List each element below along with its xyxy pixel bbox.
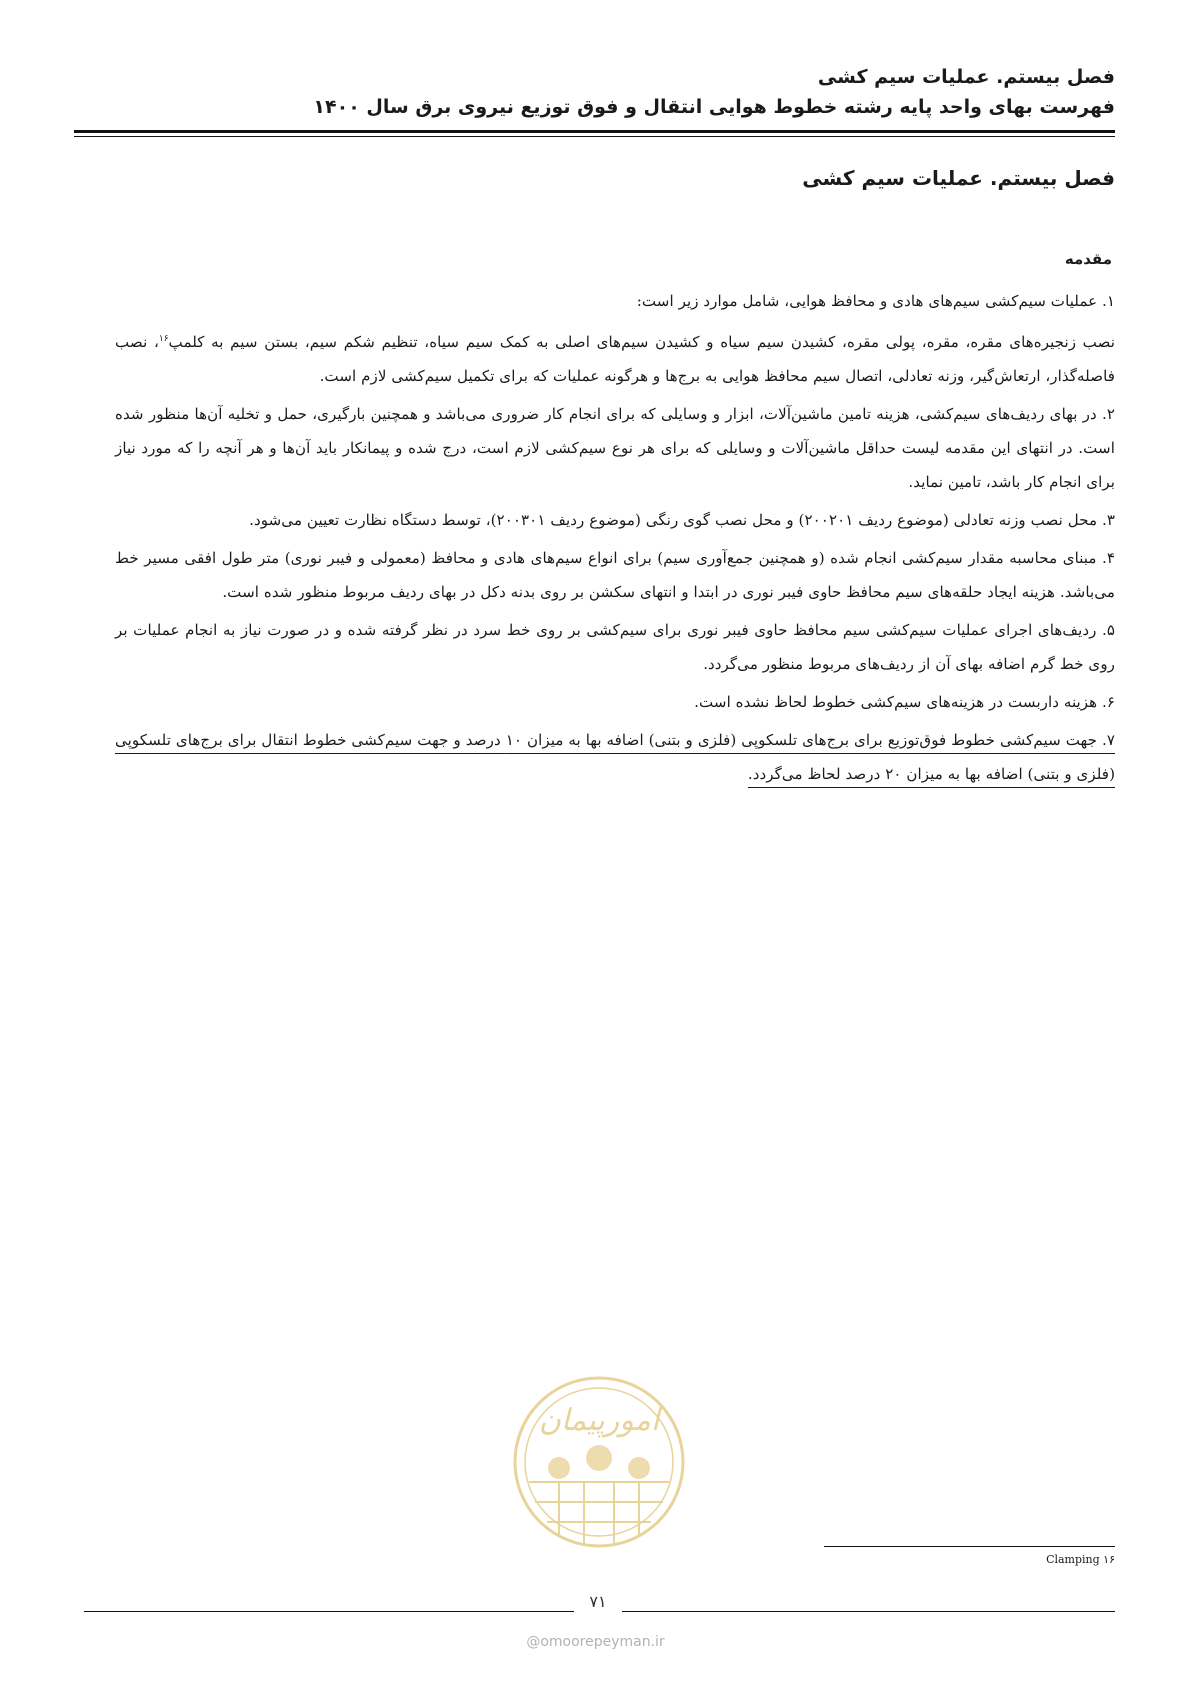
header-price-list-line: فهرست بهای واحد پایه رشته خطوط هوایی انتقال و فوق توزیع نیروی برق سال ۱۴۰۰ bbox=[313, 96, 1115, 118]
footnote-text: Clamping bbox=[1046, 1553, 1100, 1566]
paragraph-5: ۵. ردیف‌های اجرای عملیات سیم‌کشی سیم محافظ حاوی فیبر نوری برای سیم‌کشی بر روی خط سرد در نظر گرفته شده و در صورت نیاز به انجام عملیات بر روی خط گرم اضافه بهای آن از ردیف‌های مربوط منظور می‌گردد. bbox=[115, 621, 1115, 674]
footnote-reference[interactable]: ۱۶ bbox=[158, 334, 169, 344]
site-credit[interactable]: @omoorepeyman.ir bbox=[526, 1634, 665, 1650]
page-number: ۷۱ bbox=[589, 1592, 607, 1611]
footer-rule-right bbox=[622, 1611, 1115, 1612]
paragraph-1-details-rest: ، نصب فاصله‌گذار، ارتعاش‌گیر، وزنه تعادلی، اتصال سیم محافظ هوایی به برج‌ها و هرگونه عملیات که برای تکمیل سیم‌کشی لازم است. bbox=[115, 333, 1115, 386]
watermark-logo-icon bbox=[509, 1372, 689, 1552]
intro-heading: مقدمه bbox=[1064, 250, 1112, 268]
paragraph-1: ۱. عملیات سیم‌کشی سیم‌های هادی و محافظ هوایی، شامل موارد زیر است: bbox=[636, 292, 1115, 310]
paragraph-7 bbox=[115, 723, 1115, 791]
footnote bbox=[1046, 1553, 1115, 1566]
paragraph-3: ۳. محل نصب وزنه تعادلی (موضوع ردیف ۲۰۰۲۰۱) و محل نصب گوی رنگی (موضوع ردیف ۲۰۰۳۰۱)، توسط دستگاه نظارت تعیین می‌شود. bbox=[249, 511, 1115, 530]
header-chapter-line: فصل بیستم. عملیات سیم کشی bbox=[817, 66, 1115, 88]
paragraph-1-details-text: نصب زنجیره‌های مقره، مقره، پولی مقره، کشیدن سیم سیاه و کشیدن سیم‌های اصلی به کمک سیم سیاه، تنظیم شکم سیم، بستن سیم به کلمپ bbox=[168, 333, 1115, 352]
watermark-symbols bbox=[548, 1445, 650, 1479]
paragraph-6: ۶. هزینه داربست در هزینه‌های سیم‌کشی خطوط لحاظ نشده است. bbox=[694, 693, 1115, 712]
paragraph-2: ۲. در بهای ردیف‌های سیم‌کشی، هزینه تامین ماشین‌آلات، ابزار و وسایلی که برای انجام کار ضروری می‌باشد و همچنین بارگیری، حمل و تخلیه آن‌ها منظور شده است. در انتهای این مقدمه لیست حداقل ماشین‌آلات و وسایلی که برای هر نوع سیم‌کشی لازم است، درج شده و پیمانکار باید آن‌ها و هر آنچه را که مورد نیاز برای انجام کار باشد، تامین نماید. bbox=[115, 405, 1115, 492]
paragraph-7-text: ۷. جهت سیم‌کشی خطوط فوق‌توزیع برای برج‌های تلسکوپی (فلزی و بتنی) اضافه بها به میزان ۱۰ درصد و جهت سیم‌کشی خطوط انتقال برای برج‌های تلسکوپی (فلزی و بتنی) اضافه بها به میزان ۲۰ درصد لحاظ می‌گردد. bbox=[115, 731, 1115, 784]
footnote-rule bbox=[824, 1546, 1115, 1547]
paragraph-1-details bbox=[115, 322, 1115, 393]
running-header bbox=[76, 62, 1115, 122]
header-rule-thin bbox=[74, 136, 1115, 137]
footer-rule-left bbox=[84, 1611, 574, 1612]
footnote-number: ۱۶ bbox=[1103, 1553, 1115, 1566]
paragraph-4: ۴. مبنای محاسبه مقدار سیم‌کشی انجام شده (و همچنین جمع‌آوری سیم) برای انواع سیم‌های هادی و محافظ (معمولی و فیبر نوری) متر طول افقی مسیر خط می‌باشد. هزینه ایجاد حلقه‌های سیم محافظ حاوی فیبر نوری در ابتدا و انتهای سکشن بر روی بدنه دکل در بهای ردیف مربوط منظور شده است. bbox=[115, 549, 1115, 602]
header-rule bbox=[74, 130, 1115, 133]
chapter-title: فصل بیستم. عملیات سیم کشی bbox=[802, 166, 1115, 190]
watermark-logo-text: امورپیمان bbox=[538, 1403, 660, 1438]
body-text bbox=[115, 284, 1115, 795]
